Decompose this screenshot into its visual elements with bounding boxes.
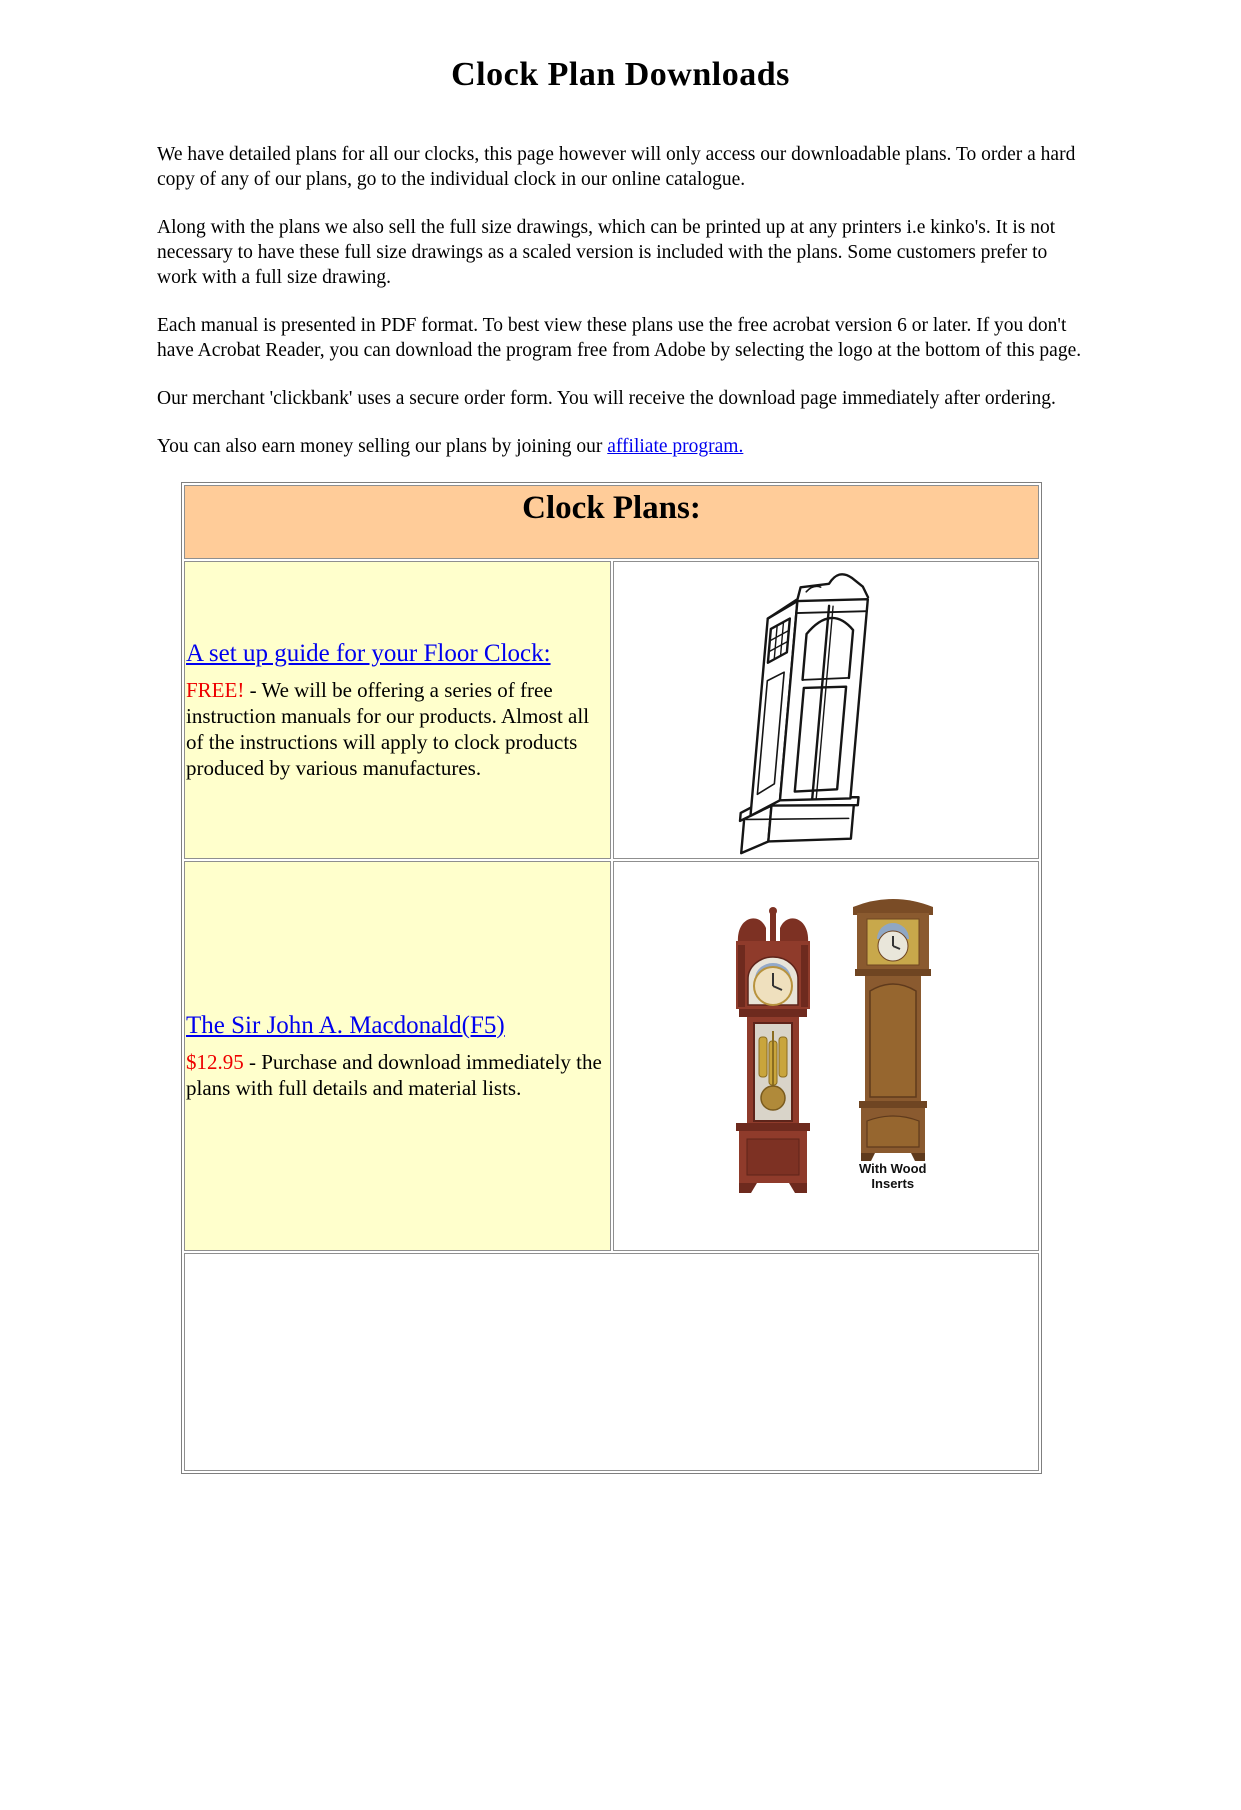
table-row	[184, 861, 1039, 1251]
row2-price: $12.95	[186, 1049, 244, 1074]
table-empty-row	[184, 1253, 1039, 1471]
paragraph-full-size-drawings: Along with the plans we also sell the full size drawings, which can be printed up at any printers i.e kinko's. It is not necessary to have these full size drawings as a scaled version is included with the plans. Some customers prefer to work with a full size drawing.	[157, 217, 1056, 288]
row2-text-cell	[184, 861, 611, 1251]
table-row	[184, 561, 1039, 859]
table-header-cell	[184, 485, 1039, 559]
row2-description-text: - Purchase and download immediately the plans with full details and material lists.	[186, 1049, 602, 1100]
table-header-row	[184, 485, 1039, 559]
row1-text-cell	[184, 561, 611, 859]
row1-description-text: - We will be offering a series of free instruction manuals for our products. Almost all of the instructions will apply to clock products produced by various manufactures.	[186, 677, 590, 780]
row1-image-cell	[613, 561, 1040, 859]
floor-clock-sketch-icon	[706, 564, 946, 856]
floor-clock-case-sketch-image	[706, 564, 946, 856]
sir-john-macdonald-link[interactable]: The Sir John A. Macdonald(F5)	[186, 1011, 505, 1039]
photo-caption	[833, 1161, 953, 1191]
floor-clock-guide-link[interactable]: A set up guide for your Floor Clock:	[186, 639, 551, 667]
row1-price: FREE!	[186, 677, 245, 702]
table-title: Clock Plans:	[522, 490, 701, 526]
photo-caption-line1: With Wood	[858, 1161, 927, 1176]
grandfather-clocks-photo-image	[681, 891, 971, 1221]
paragraph-plans-overview: We have detailed plans for all our clocks, this page however will only access our downloadable plans. To order a hard copy of any of our plans, go to the individual clock in our online catalogue.	[157, 144, 1076, 190]
paragraph-pdf-format: Each manual is presented in PDF format. To best view these plans use the free acrobat version 6 or later. If you don't have Acrobat Reader, you can download the program free from Adobe by selecting the logo at the bottom of this page.	[157, 315, 1082, 361]
paragraph-affiliate	[157, 434, 1091, 459]
row2-description	[186, 1049, 604, 1101]
intro-paragraphs	[157, 142, 1091, 459]
affiliate-program-link[interactable]: affiliate program.	[607, 436, 744, 457]
affiliate-sentence-text: You can also earn money selling our plans by joining our	[157, 436, 608, 457]
row2-image-cell	[613, 861, 1040, 1251]
row1-description	[186, 677, 604, 781]
clock-plans-table	[181, 482, 1042, 1474]
photo-caption-line2: Inserts	[871, 1176, 915, 1191]
empty-row-cell	[184, 1253, 1039, 1471]
paragraph-clickbank: Our merchant 'clickbank' uses a secure order form. You will receive the download page immediately after ordering.	[157, 388, 1056, 409]
page-title: Clock Plan Downloads	[451, 56, 790, 93]
